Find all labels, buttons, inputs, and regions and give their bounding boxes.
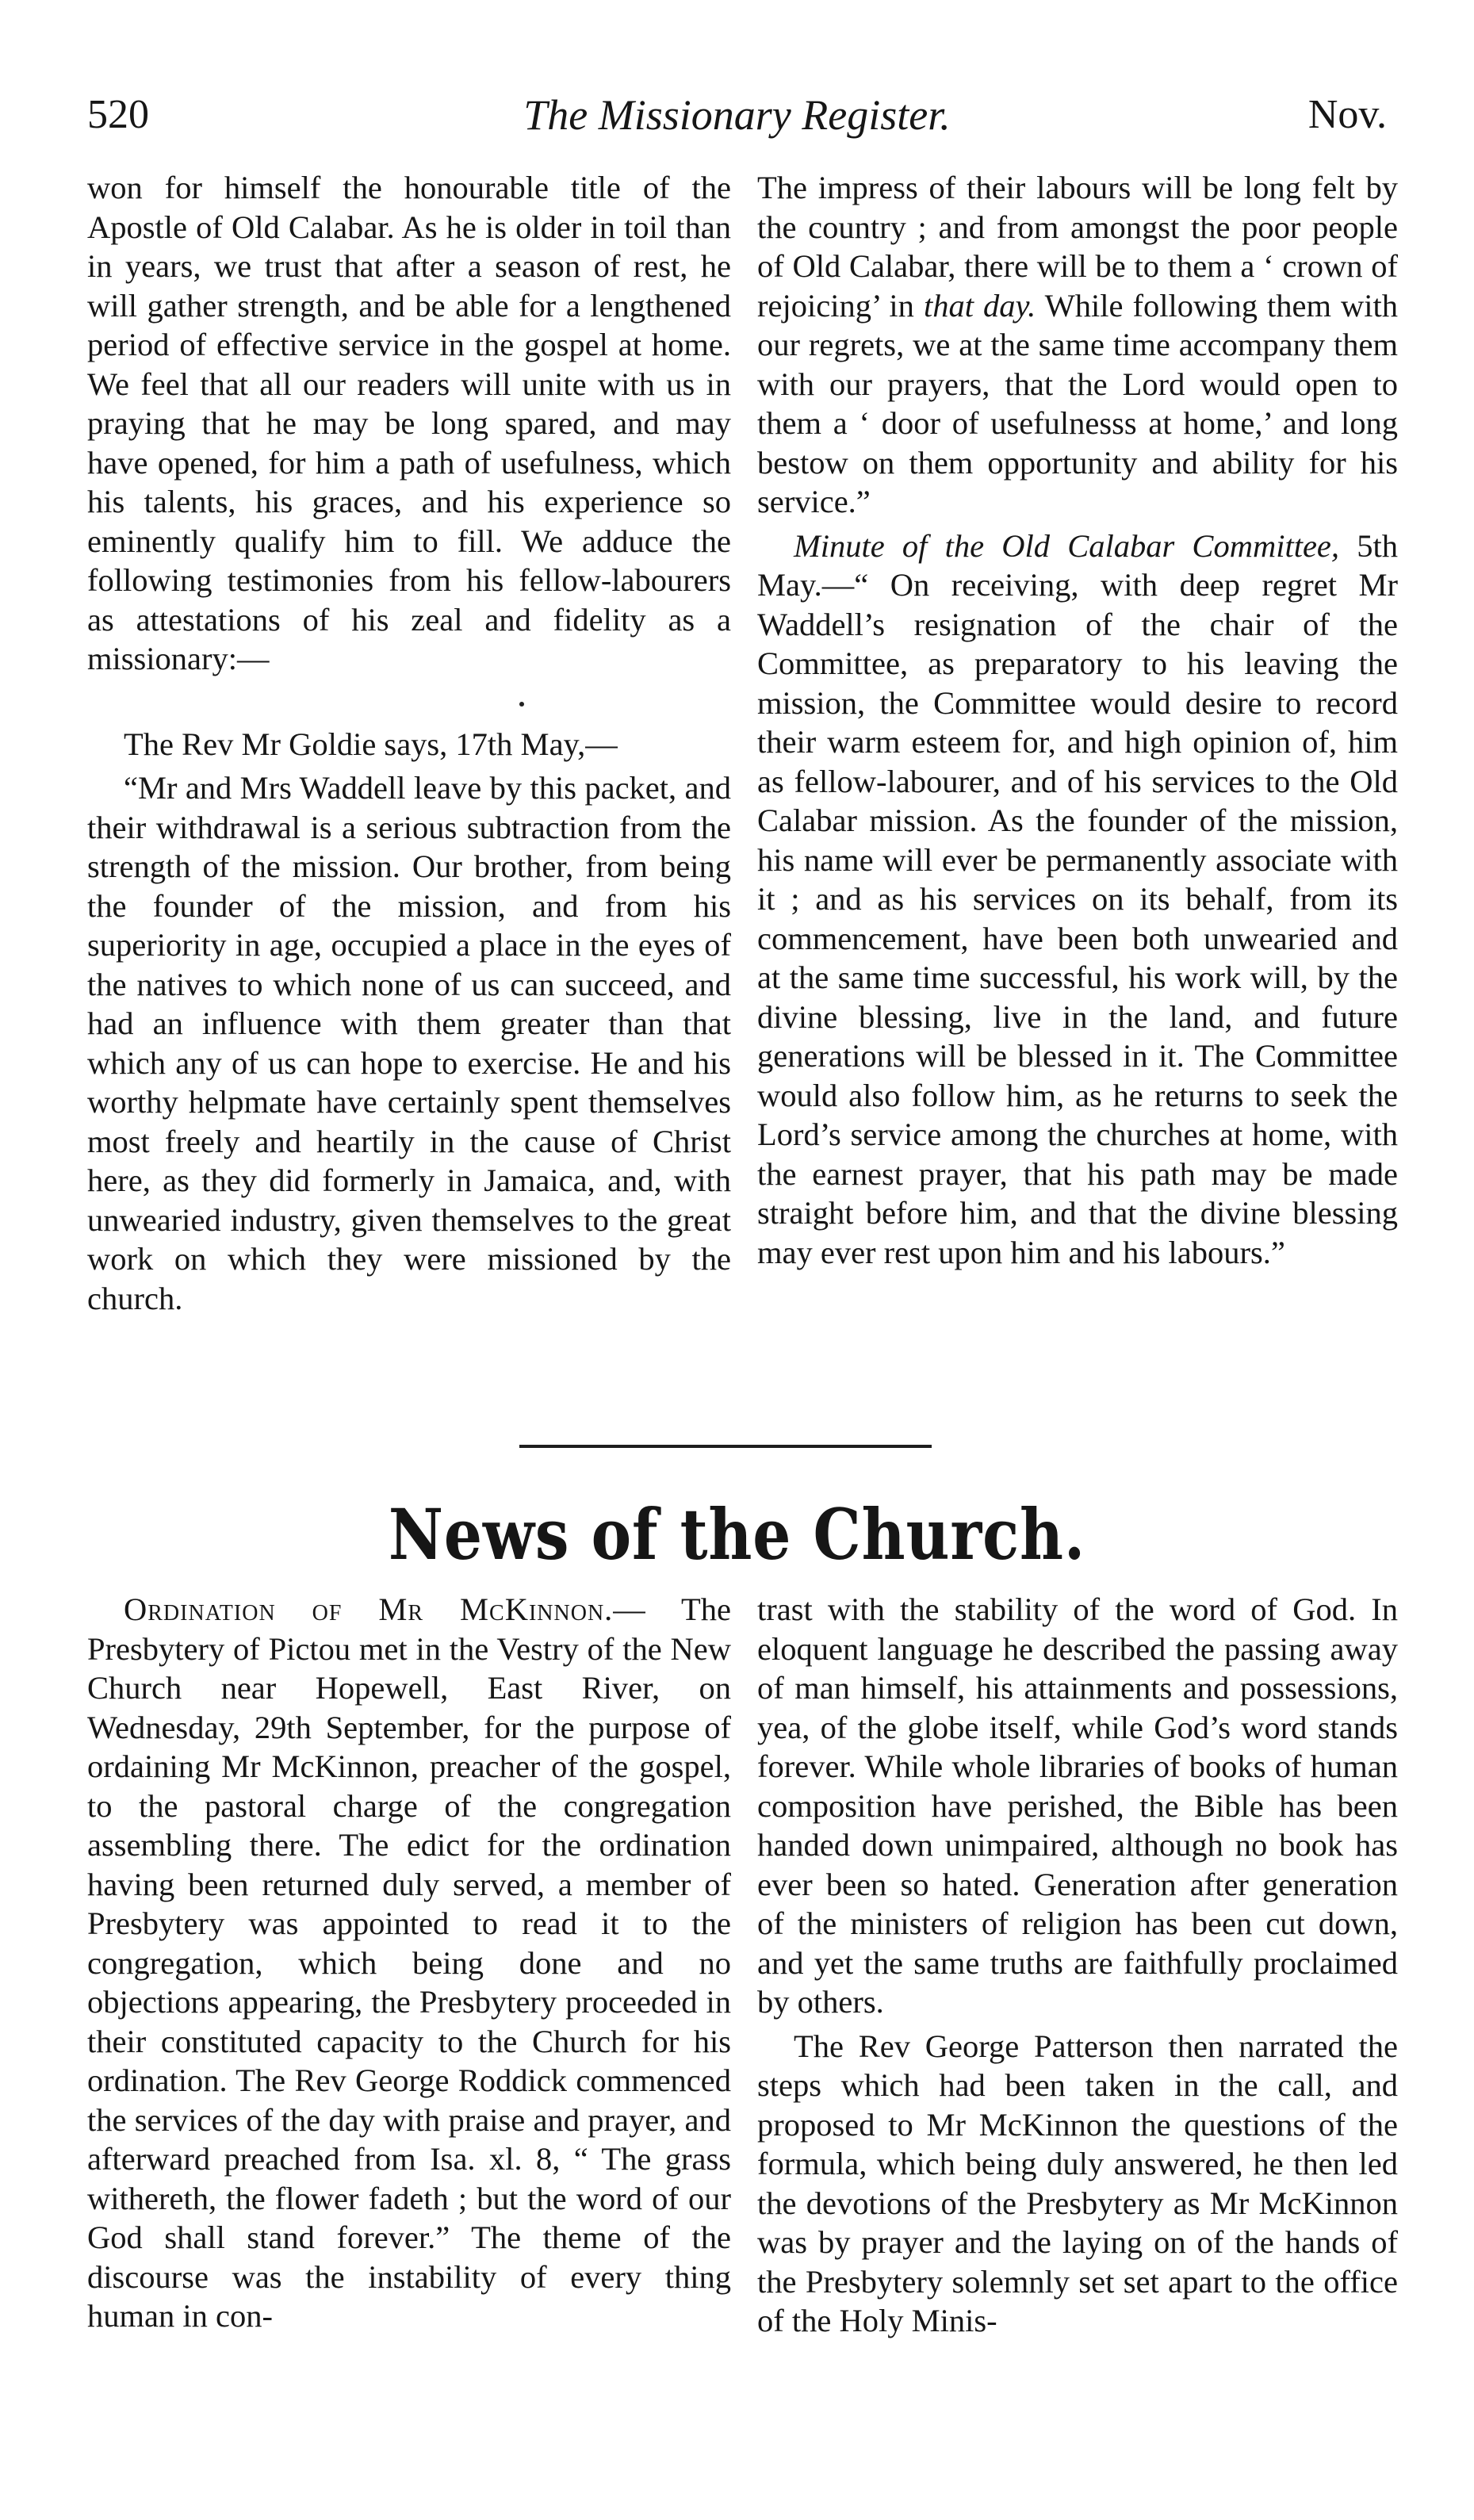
patterson-paragraph: The Rev George Patterson then narrated the steps which had been taken in the call, and proposed to Mr McKinnon the questions of the formula, which being duly answered, he then led the devotions of the Presbytery as Mr McKinnon was by prayer and the laying on of the hands of the Presbytery solemnly set set apart to the office of the Holy Minis- <box>757 2028 1398 2338</box>
top-right-column <box>757 168 1398 1272</box>
committee-minute-body: 5th May.—“ On receiving, with deep regret Mr Waddell’s resignation of the chair of the Committee, as preparatory to his leaving the mission, the Committee would desire to record their warm esteem for, and high opinion of, him as fellow-labourer, and of his services to the Old Calabar mission. As the founder of the mission, his name will ever be permanently associate with it ; and as his services on its behalf, from its commencement, have been both unwearied and at the same time successful, his work will, by the divine blessing, live in the land, and future generations will be blessed in it. The Committee would also follow him, as he returns to seek the Lord’s service among the churches at home, with the earnest prayer, that his path may be made straight before him, and that the divine blessing may ever rest upon him and his labours.” <box>757 527 1398 1270</box>
bottom-left-column <box>87 1590 731 2336</box>
bottom-right-column <box>757 1590 1398 2341</box>
sermon-paragraph: trast with the stability of the word of God. In eloquent language he described the passing away of man himself, his attainments and possessions, yea, of the globe itself, while God’s word stands forever. While whole libraries of books of human composition have perished, the Bible has been handed down unimpaired, although no book has ever been so hated. Generation after generation of the ministers of religion has been cut down, and yet the same truths are faithfully proclaimed by others. <box>757 1591 1398 2020</box>
committee-minute-paragraph <box>757 527 1398 1273</box>
page-number: 520 <box>87 92 149 137</box>
issue-month: Nov. <box>1307 92 1387 137</box>
quote-text-start: The impress of their labours will be long felt by the country ; and from amongst the poor people of Old Calabar, there will be to them a ‘ crown of rejoicing’ in <box>757 170 1398 324</box>
ordination-paragraph <box>87 1590 731 2336</box>
section-divider-rule <box>519 1445 932 1448</box>
quote-text-end: While following them with our regrets, we at the same time accompany them with our prayers, that the Lord would open to them a ‘ door of usefulnesss at home,’ and long bestow on them opportunity and ability for his service.” <box>757 287 1399 519</box>
goldie-quote-continuation <box>757 168 1398 522</box>
ordination-heading: Ordination of Mr McKinnon.— <box>124 1591 646 1627</box>
committee-minute-title: Minute of the Old Calabar Committee, <box>794 527 1340 564</box>
ordination-body: The Presbytery of Pictou met in the Vestry of the New Church near Hopewell, East River, on Wednesday, 29th September, for the purpose of ordaining Mr McKinnon, preacher of the gospel, to the pastoral charge of the congregation assembling there. The edict for the ordination having been returned duly served, a member of Presbytery was appointed to read it to the congregation, which being done and no objections appearing, the Presbytery proceeded in their constituted capacity to the Church for his ordination. The Rev George Roddick commenced the services of the day with praise and prayer, and afterward preached from Isa. xl. 8, “ The grass withereth, the flower fadeth ; but the word of our God shall stand forever.” The theme of the discourse was the instability of every thing human in con- <box>87 1591 732 2334</box>
decorative-dot <box>519 702 524 707</box>
top-left-column <box>87 168 731 1318</box>
quote-italic-phrase: that day. <box>923 287 1036 324</box>
goldie-intro-paragraph: The Rev Mr Goldie says, 17th May,— <box>124 726 618 762</box>
journal-title: The Missionary Register. <box>523 91 951 139</box>
running-head <box>87 87 1387 143</box>
section-heading: News of the Church. <box>388 1493 1086 1576</box>
waddell-tribute-paragraph: won for himself the honourable title of the Apostle of Old Calabar. As he is older in toil than in years, we trust that after a season of rest, he will gather strength, and be able for a lengthened period of effective service in the gospel at home. We feel that all our readers will unite with us in praying that he may be long spared, and may have opened, for him a path of usefulness, which his talents, his graces, and his experience so eminently qualify him to fill. We adduce the following testimonies from his fellow-labourers as attestations of his zeal and fidelity as a missionary:— <box>87 170 731 676</box>
goldie-quote-paragraph: “Mr and Mrs Waddell leave by this packet, and their withdrawal is a serious subtraction from the strength of the mission. Our brother, from being the founder of the mission, and from his superiority in age, occupied a place in the eyes of the natives to which none of us can succeed, and had an influence with them greater than that which any of us can hope to exercise. He and his worthy helpmate have certainly spent themselves most freely and heartily in the cause of Christ here, as they did formerly in Jamaica, and, with unwearied industry, given themselves to the great work on which they were missioned by the church. <box>87 770 731 1316</box>
